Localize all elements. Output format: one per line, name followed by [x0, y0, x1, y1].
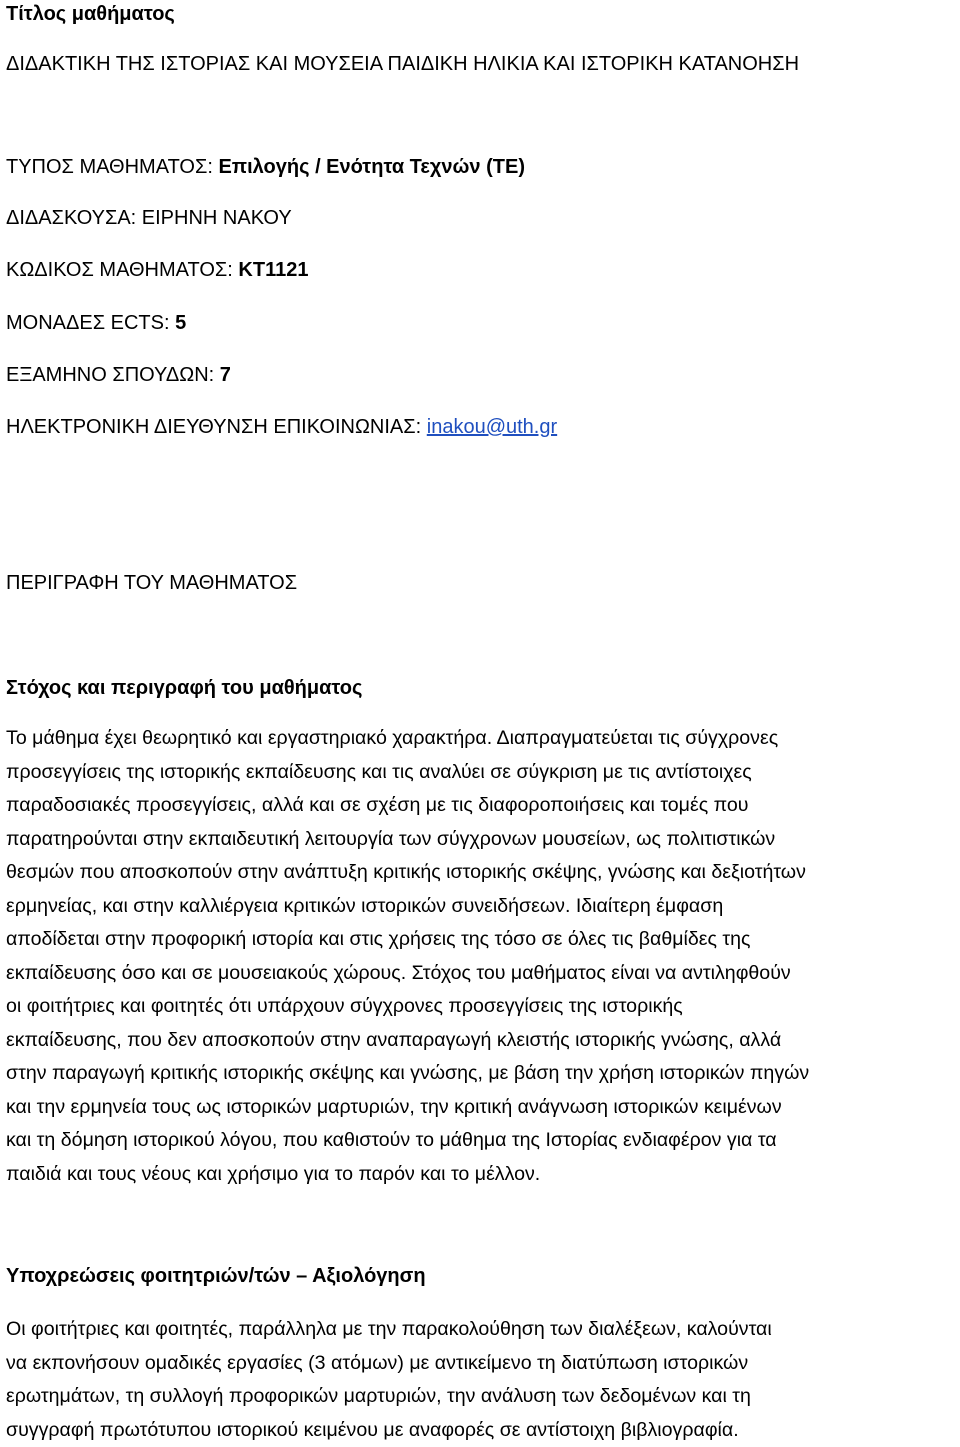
- email-row: [6, 414, 557, 440]
- ects-label: ΜΟΝΑΔΕΣ ECTS:: [6, 312, 170, 334]
- obligations-paragraph: [6, 1313, 950, 1447]
- ects-row: [6, 310, 186, 336]
- instructor-value: ΕΙΡΗΝΗ ΝΑΚΟΥ: [142, 207, 292, 229]
- goals-heading: Στόχος και περιγραφή του μαθήματος: [6, 675, 362, 701]
- description-heading: ΠΕΡΙΓΡΑΦΗ ΤΟΥ ΜΑΘΗΜΑΤΟΣ: [6, 570, 297, 596]
- course-code-row: [6, 257, 308, 283]
- course-code-value: ΚΤ1121: [238, 259, 308, 281]
- paragraph-line: ερμηνείας, και στην καλλιέργεια κριτικών ιστορικών συνειδήσεων. Ιδιαίτερη έμφαση: [6, 890, 950, 924]
- semester-row: [6, 362, 231, 388]
- course-type-value: Επιλογής / Ενότητα Τεχνών (ΤΕ): [218, 156, 525, 178]
- paragraph-line: εκπαίδευσης, που δεν αποσκοπούν στην αναπαραγωγή κλειστής ιστορικής γνώσης, αλλά: [6, 1024, 950, 1058]
- email-link[interactable]: inakou@uth.gr: [427, 416, 557, 438]
- instructor-label: ΔΙΔΑΣΚΟΥΣΑ:: [6, 207, 136, 229]
- paragraph-line: ερωτημάτων, τη συλλογή προφορικών μαρτυριών, την ανάλυση των δεδομένων και τη: [6, 1380, 950, 1414]
- obligations-heading: Υποχρεώσεις φοιτητριών/τών – Αξιολόγηση: [6, 1263, 426, 1289]
- email-label: ΗΛΕΚΤΡΟΝΙΚΗ ΔΙΕΥΘΥΝΣΗ ΕΠΙΚΟΙΝΩΝΙΑΣ:: [6, 416, 421, 438]
- paragraph-line: στην παραγωγή κριτικής ιστορικής σκέψης και γνώσης, με βάση την χρήση ιστορικών πηγών: [6, 1057, 950, 1091]
- course-title: ΔΙΔΑΚΤΙΚΗ ΤΗΣ ΙΣΤΟΡΙΑΣ ΚΑΙ ΜΟΥΣΕΙΑ ΠΑΙΔΙΚΗ ΗΛΙΚΙΑ ΚΑΙ ΙΣΤΟΡΙΚΗ ΚΑΤΑΝΟΗΣΗ: [6, 51, 799, 77]
- paragraph-line: παιδιά και τους νέους και χρήσιμο για το παρόν και το μέλλον.: [6, 1158, 950, 1192]
- course-title-label: Τίτλος μαθήματος: [6, 1, 175, 27]
- course-type-label: ΤΥΠΟΣ ΜΑΘΗΜΑΤΟΣ:: [6, 156, 213, 178]
- ects-value: 5: [175, 312, 186, 334]
- semester-value: 7: [220, 364, 231, 386]
- paragraph-line: και την ερμηνεία τους ως ιστορικών μαρτυριών, την κριτική ανάγνωση ιστορικών κειμένων: [6, 1091, 950, 1125]
- course-type-row: [6, 154, 525, 180]
- paragraph-line: θεσμών που αποσκοπούν στην ανάπτυξη κριτικής ιστορικής σκέψης, γνώσης και δεξιοτήτων: [6, 856, 950, 890]
- paragraph-line: Οι φοιτήτριες και φοιτητές, παράλληλα με την παρακολούθηση των διαλέξεων, καλούνται: [6, 1313, 950, 1347]
- paragraph-line: οι φοιτήτριες και φοιτητές ότι υπάρχουν σύγχρονες προσεγγίσεις της ιστορικής: [6, 990, 950, 1024]
- paragraph-line: προσεγγίσεις της ιστορικής εκπαίδευσης και τις αναλύει σε σύγκριση με τις αντίστοιχες: [6, 756, 950, 790]
- paragraph-line: και τη δόμηση ιστορικού λόγου, που καθιστούν το μάθημα της Ιστορίας ενδιαφέρον για τα: [6, 1124, 950, 1158]
- instructor-row: [6, 205, 292, 231]
- semester-label: ΕΞΑΜΗΝΟ ΣΠΟΥΔΩΝ:: [6, 364, 214, 386]
- paragraph-line: να εκπονήσουν ομαδικές εργασίες (3 ατόμων) με αντικείμενο τη διατύπωση ιστορικών: [6, 1347, 950, 1381]
- paragraph-line: Το μάθημα έχει θεωρητικό και εργαστηριακό χαρακτήρα. Διαπραγματεύεται τις σύγχρονες: [6, 722, 950, 756]
- paragraph-line: συγγραφή πρωτότυπου ιστορικού κειμένου με αναφορές σε αντίστοιχη βιβλιογραφία.: [6, 1414, 950, 1447]
- paragraph-line: παραδοσιακές προσεγγίσεις, αλλά και σε σχέση με τις διαφοροποιήσεις και τομές που: [6, 789, 950, 823]
- course-code-label: ΚΩΔΙΚΟΣ ΜΑΘΗΜΑΤΟΣ:: [6, 259, 233, 281]
- paragraph-line: εκπαίδευσης όσο και σε μουσειακούς χώρους. Στόχος του μαθήματος είναι να αντιληφθούν: [6, 957, 950, 991]
- paragraph-line: παρατηρούνται στην εκπαιδευτική λειτουργία των σύγχρονων μουσείων, ως πολιτιστικών: [6, 823, 950, 857]
- paragraph-line: αποδίδεται στην προφορική ιστορία και στις χρήσεις της τόσο σε όλες τις βαθμίδες της: [6, 923, 950, 957]
- goals-paragraph: [6, 722, 950, 1191]
